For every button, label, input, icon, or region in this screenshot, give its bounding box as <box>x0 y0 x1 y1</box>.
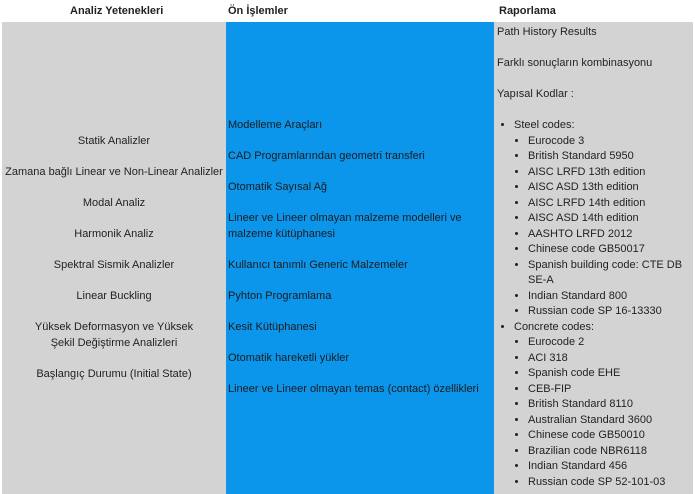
preprocessing-item: Otomatik hareketli yükler <box>228 352 350 364</box>
capability-item: Statik Analizler <box>77 135 151 147</box>
concrete-code-item: • Russian code SP 52-101-03 <box>528 475 695 491</box>
steel-code-item: • Chinese code GB50017 <box>528 242 695 258</box>
capability-item: Spektral Sismik Analizler <box>53 259 175 271</box>
capability-item: Başlangıç Durumu (Initial State) <box>36 368 192 380</box>
reporting-intro: Yapısal Kodlar : <box>497 88 574 100</box>
steel-codes-list <box>514 134 695 320</box>
preprocessing-item: Kesit Kütüphanesi <box>228 321 317 333</box>
steel-codes-label: Steel codes: <box>514 119 575 131</box>
steel-code-item: • Eurocode 3 <box>528 134 695 150</box>
concrete-code-item: • Brazilian code NBR6118 <box>528 444 695 460</box>
concrete-code-item: • CEB-FIP <box>528 382 695 398</box>
concrete-code-item: • Chinese code GB50010 <box>528 428 695 444</box>
header-reporting: Raporlama <box>499 5 556 17</box>
steel-code-item: • British Standard 5950 <box>528 149 695 165</box>
steel-code-item: • AISC LRFD 14th edition <box>528 196 695 212</box>
capability-item: Modal Analiz <box>82 197 146 209</box>
reporting-intro: Path History Results <box>497 26 597 38</box>
concrete-code-item: • Indian Standard 456 <box>528 459 695 475</box>
concrete-codes-label: Concrete codes: <box>514 320 595 333</box>
preprocessing-column <box>226 22 494 494</box>
preprocessing-item: Otomatik Sayısal Ağ <box>228 181 328 193</box>
capabilities-column <box>2 22 226 494</box>
steel-code-item: • AISC ASD 14th edition <box>528 211 695 227</box>
header-preprocessing: Ön İşlemler <box>228 5 288 17</box>
steel-codes-group <box>514 118 695 320</box>
preprocessing-item: Pyhton Programlama <box>228 290 332 302</box>
header-capabilities: Analiz Yetenekleri <box>70 5 164 17</box>
steel-code-item: • AISC ASD 13th edition <box>528 180 695 196</box>
concrete-code-item: • Eurocode 2 <box>528 335 695 351</box>
steel-code-item: • AISC LRFD 13th edition <box>528 165 695 181</box>
concrete-codes-group <box>514 320 695 491</box>
steel-code-item: • Spanish building code: CTE DB SE-A <box>528 258 695 289</box>
concrete-code-item: • Australian Standard 3600 <box>528 413 695 429</box>
steel-code-item: • AASHTO LRFD 2012 <box>528 227 695 243</box>
capability-item: Yüksek Deformasyon ve Yüksek Şekil Değiştirme Analizleri <box>34 321 194 349</box>
concrete-codes-list <box>514 335 695 490</box>
code-groups-list <box>494 118 695 490</box>
reporting-column <box>494 22 693 494</box>
preprocessing-item: CAD Programlarından geometri transferi <box>228 150 425 162</box>
preprocessing-item: Lineer ve Lineer olmayan temas (contact) özellikleri <box>228 383 479 395</box>
capability-item: Harmonik Analiz <box>74 228 154 240</box>
preprocessing-item: Lineer ve Lineer olmayan malzeme modelleri ve malzeme kütüphanesi <box>228 212 462 240</box>
concrete-code-item: • ACI 318 <box>528 351 695 367</box>
reporting-intro: Farklı sonuçların kombinasyonu <box>497 57 653 69</box>
concrete-code-item: • Spanish code EHE <box>528 366 695 382</box>
steel-code-item: • Indian Standard 800 <box>528 289 695 305</box>
preprocessing-item: Modelleme Araçları <box>228 119 323 131</box>
steel-code-item: • Russian code SP 16-13330 <box>528 304 695 320</box>
capability-item: Linear Buckling <box>76 290 152 302</box>
capability-item: Zamana bağlı Linear ve Non-Linear Analizler <box>5 166 223 178</box>
concrete-code-item: • British Standard 8110 <box>528 397 695 413</box>
preprocessing-item: Kullanıcı tanımlı Generic Malzemeler <box>228 259 408 271</box>
